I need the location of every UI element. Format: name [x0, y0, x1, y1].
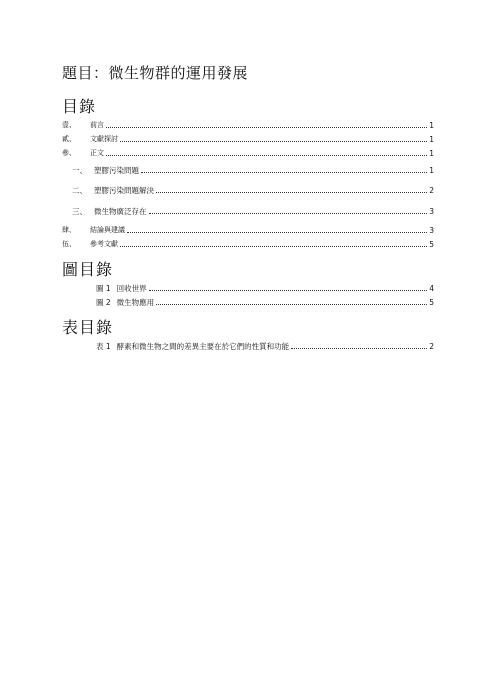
toc-entry-page: 3 [429, 207, 434, 216]
toc-entry-text: 微生物廣泛存在 [94, 207, 147, 216]
toc-entry-text: 塑膠污染問題解決 [94, 186, 154, 195]
toc-entry-number: 肆、 [62, 226, 76, 234]
figure-caption: 微生物應用 [116, 298, 155, 307]
toc-entry-page: 1 [429, 135, 434, 144]
figure-page: 4 [429, 284, 434, 293]
toc-entry-page: 1 [429, 121, 434, 130]
toc-entry-preface[interactable] [62, 119, 434, 131]
dot-leader [106, 127, 427, 128]
toc-entry-page: 3 [429, 226, 434, 235]
toc-entry-references[interactable] [62, 238, 434, 250]
toc-entry-page: 2 [429, 186, 434, 195]
figure-caption: 回收世界 [116, 284, 147, 293]
toc-entry-page: 1 [429, 166, 434, 175]
toc-entry-text: 正文 [90, 149, 104, 157]
table-number: 表 1 [96, 342, 111, 351]
toc-entry-number: 壹、 [62, 121, 76, 129]
figure-page: 5 [429, 298, 434, 307]
dot-leader [120, 246, 427, 247]
table-list-heading: 表目錄 [62, 318, 114, 337]
toc-entry-text: 結論與建議 [90, 226, 125, 234]
dot-leader [291, 348, 427, 349]
toc-subentry-plastic-pollution[interactable] [72, 164, 434, 176]
document-title: 題目：微生物群的運用發展 [62, 64, 249, 82]
toc-entry-number: 貳、 [62, 135, 76, 143]
figure-entry-2[interactable] [96, 296, 434, 308]
table-caption: 酵素和微生物之間的差異主要在於它們的性質和功能 [116, 342, 290, 351]
toc-entry-page: 5 [429, 240, 434, 249]
toc-entry-body[interactable] [62, 147, 434, 159]
figure-number: 圖 1 [96, 284, 111, 293]
toc-entry-text: 參考文獻 [90, 240, 118, 248]
toc-heading: 目錄 [62, 97, 97, 116]
dot-leader [106, 155, 427, 156]
toc-entry-number: 二、 [72, 186, 87, 195]
figure-number: 圖 2 [96, 298, 111, 307]
figure-entry-1[interactable] [96, 282, 434, 294]
dot-leader [149, 290, 428, 291]
dot-leader [149, 213, 428, 214]
table-page: 2 [429, 342, 434, 351]
table-entry-1[interactable] [96, 340, 434, 352]
toc-entry-literature[interactable] [62, 133, 434, 145]
dot-leader [156, 192, 427, 193]
toc-entry-text: 前言 [90, 121, 104, 129]
toc-subentry-microbes[interactable] [72, 205, 434, 217]
dot-leader [127, 232, 427, 233]
toc-subentry-plastic-solution[interactable] [72, 184, 434, 196]
toc-entry-page: 1 [429, 149, 434, 158]
toc-entry-text: 塑膠污染問題 [94, 166, 139, 175]
toc-entry-number: 伍、 [62, 240, 76, 248]
toc-entry-number: 三、 [72, 207, 87, 216]
figure-list-heading: 圖目錄 [62, 260, 114, 279]
dot-leader [120, 141, 427, 142]
dot-leader [141, 172, 427, 173]
toc-entry-number: 參、 [62, 149, 76, 157]
toc-entry-conclusion[interactable] [62, 224, 434, 236]
dot-leader [156, 304, 427, 305]
toc-entry-number: 一、 [72, 166, 87, 175]
toc-entry-text: 文獻探討 [90, 135, 118, 143]
